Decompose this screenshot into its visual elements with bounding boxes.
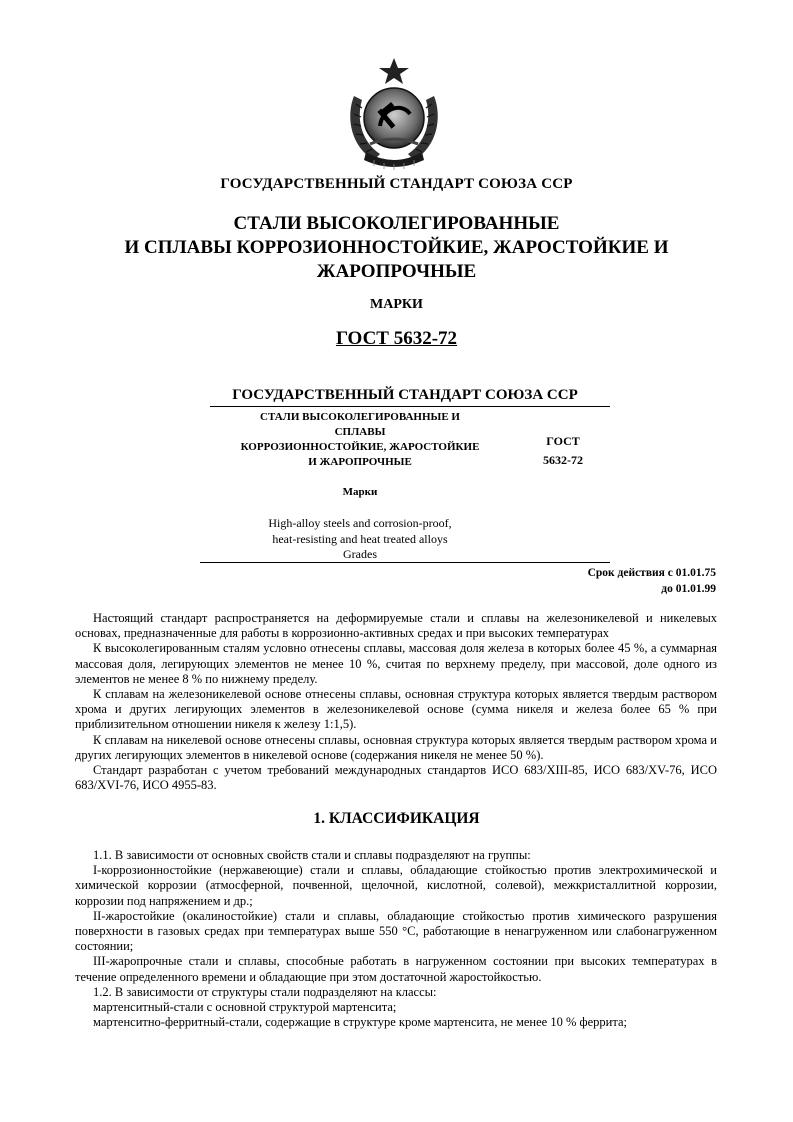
cover-organization: ГОСУДАРСТВЕННЫЙ СТАНДАРТ СОЮЗА ССР [220, 176, 573, 192]
validity-from: Срок действия с 01.01.75 [587, 567, 716, 579]
section-heading: 1. КЛАССИФИКАЦИЯ [313, 810, 480, 827]
intro-paragraph: К высоколегированным сталям условно отнесены сплавы, массовая доля железа в которых более 45 %, а суммарная массовая доля, легирующих элементов не менее 10 %, считая по верхнему пределу, при массовой, доле одного из элементов не менее 8 % по нижнему пределу. [75, 641, 717, 686]
section-paragraph: III-жаропрочные стали и сплавы, способные работать в нагруженном состоянии при высоких температурах в течение определенного времени и обладающие при этом достаточной жаростойкостью. [75, 954, 717, 984]
cover-title-line: СТАЛИ ВЫСОКОЛЕГИРОВАННЫЕ [233, 213, 560, 234]
section-paragraph: 1.2. В зависимости от структуры стали подразделяют на классы: [93, 984, 437, 999]
english-title-line: High-alloy steels and corrosion-proof, [268, 516, 452, 530]
header-title-line: СТАЛИ ВЫСОКОЛЕГИРОВАННЫЕ И [260, 411, 460, 423]
header-title-line: СПЛАВЫ [334, 426, 386, 438]
intro-paragraph: Стандарт разработан с учетом требований международных стандартов ИСО 683/XIII-85, ИСО 683/XV-76, ИСО 683/XVI-76, ИСО 4955-83. [75, 763, 717, 793]
header-organization: ГОСУДАРСТВЕННЫЙ СТАНДАРТ СОЮЗА ССР [232, 387, 578, 403]
cover-title [0, 212, 793, 284]
header-top-rule [210, 406, 610, 407]
header-title [200, 410, 520, 470]
header-title-line: И ЖАРОПРОЧНЫЕ [308, 456, 412, 468]
english-title-line: Grades [343, 547, 377, 561]
section-text [75, 848, 717, 1030]
cover-subtitle: МАРКИ [370, 297, 423, 312]
english-title-line: heat-resisting and heat treated alloys [272, 531, 448, 546]
validity-period [588, 565, 716, 597]
section-paragraph: II-жаростойкие (окалиностойкие) стали и сплавы, обладающие стойкостью против химического разрушения поверхности в газовых средах при температурах выше 550 °С, работающие в ненагруженном или слабонагруженном состоянии; [75, 908, 717, 954]
section-paragraph: мартенситно-ферритный-стали, содержащие в структуре кроме мартенсита, не менее 10 % феррита; [93, 1015, 627, 1030]
section-paragraph: I-коррозионностойкие (нержавеющие) стали и сплавы, обладающие стойкостью против электрохимической и химической коррозии (атмосферной, почвенной, щелочной, кислотной, солевой), межкристаллитной коррозии, коррозии под напряжением и др.; [75, 863, 717, 908]
validity-to: до 01.01.99 [661, 583, 716, 595]
cover-title-line: И СПЛАВЫ КОРРОЗИОННОСТОЙКИЕ, ЖАРОСТОЙКИЕ И [124, 237, 669, 258]
header-gost [528, 432, 598, 470]
header-english-title [220, 516, 500, 563]
intro-paragraph: Настоящий стандарт распространяется на деформируемые стали и сплавы на железоникелевой и никелевых основах, предназначенные для работы в коррозионно-активных средах и при высоких температурах [75, 611, 717, 641]
ussr-emblem [340, 56, 448, 172]
header-marki: Марки [342, 486, 378, 498]
header-bottom-rule [200, 562, 610, 563]
cover-title-line: ЖАРОПРОЧНЫЕ [316, 261, 477, 282]
section-paragraph: 1.1. В зависимости от основных свойств стали и сплавы подразделяют на группы: [93, 848, 531, 862]
section-paragraph: мартенситный-стали с основной структурой мартенсита; [93, 1000, 397, 1015]
header-gost-number: 5632-72 [543, 453, 583, 467]
cover-gost-text: ГОСТ 5632-72 [335, 328, 458, 349]
intro-text [75, 611, 717, 793]
intro-paragraph: К сплавам на никелевой основе отнесены сплавы, основная структура которых является твердым раствором хрома и других легирующих элементов в никелевой основе (содержания никеля не менее 50 %). [75, 732, 717, 762]
cover-gost-number [0, 328, 793, 350]
header-title-line: КОРРОЗИОННОСТОЙКИЕ, ЖАРОСТОЙКИЕ [240, 441, 480, 453]
intro-paragraph: К сплавам на железоникелевой основе отнесены сплавы, основная структура которых является твердым раствором хрома и других легирующих элементов в железоникелевой основе (сумма никеля и железа более 65 % при приблизительном отношении никеля к железу 1:1,5). [75, 687, 717, 732]
header-gost-label: ГОСТ [546, 434, 580, 448]
